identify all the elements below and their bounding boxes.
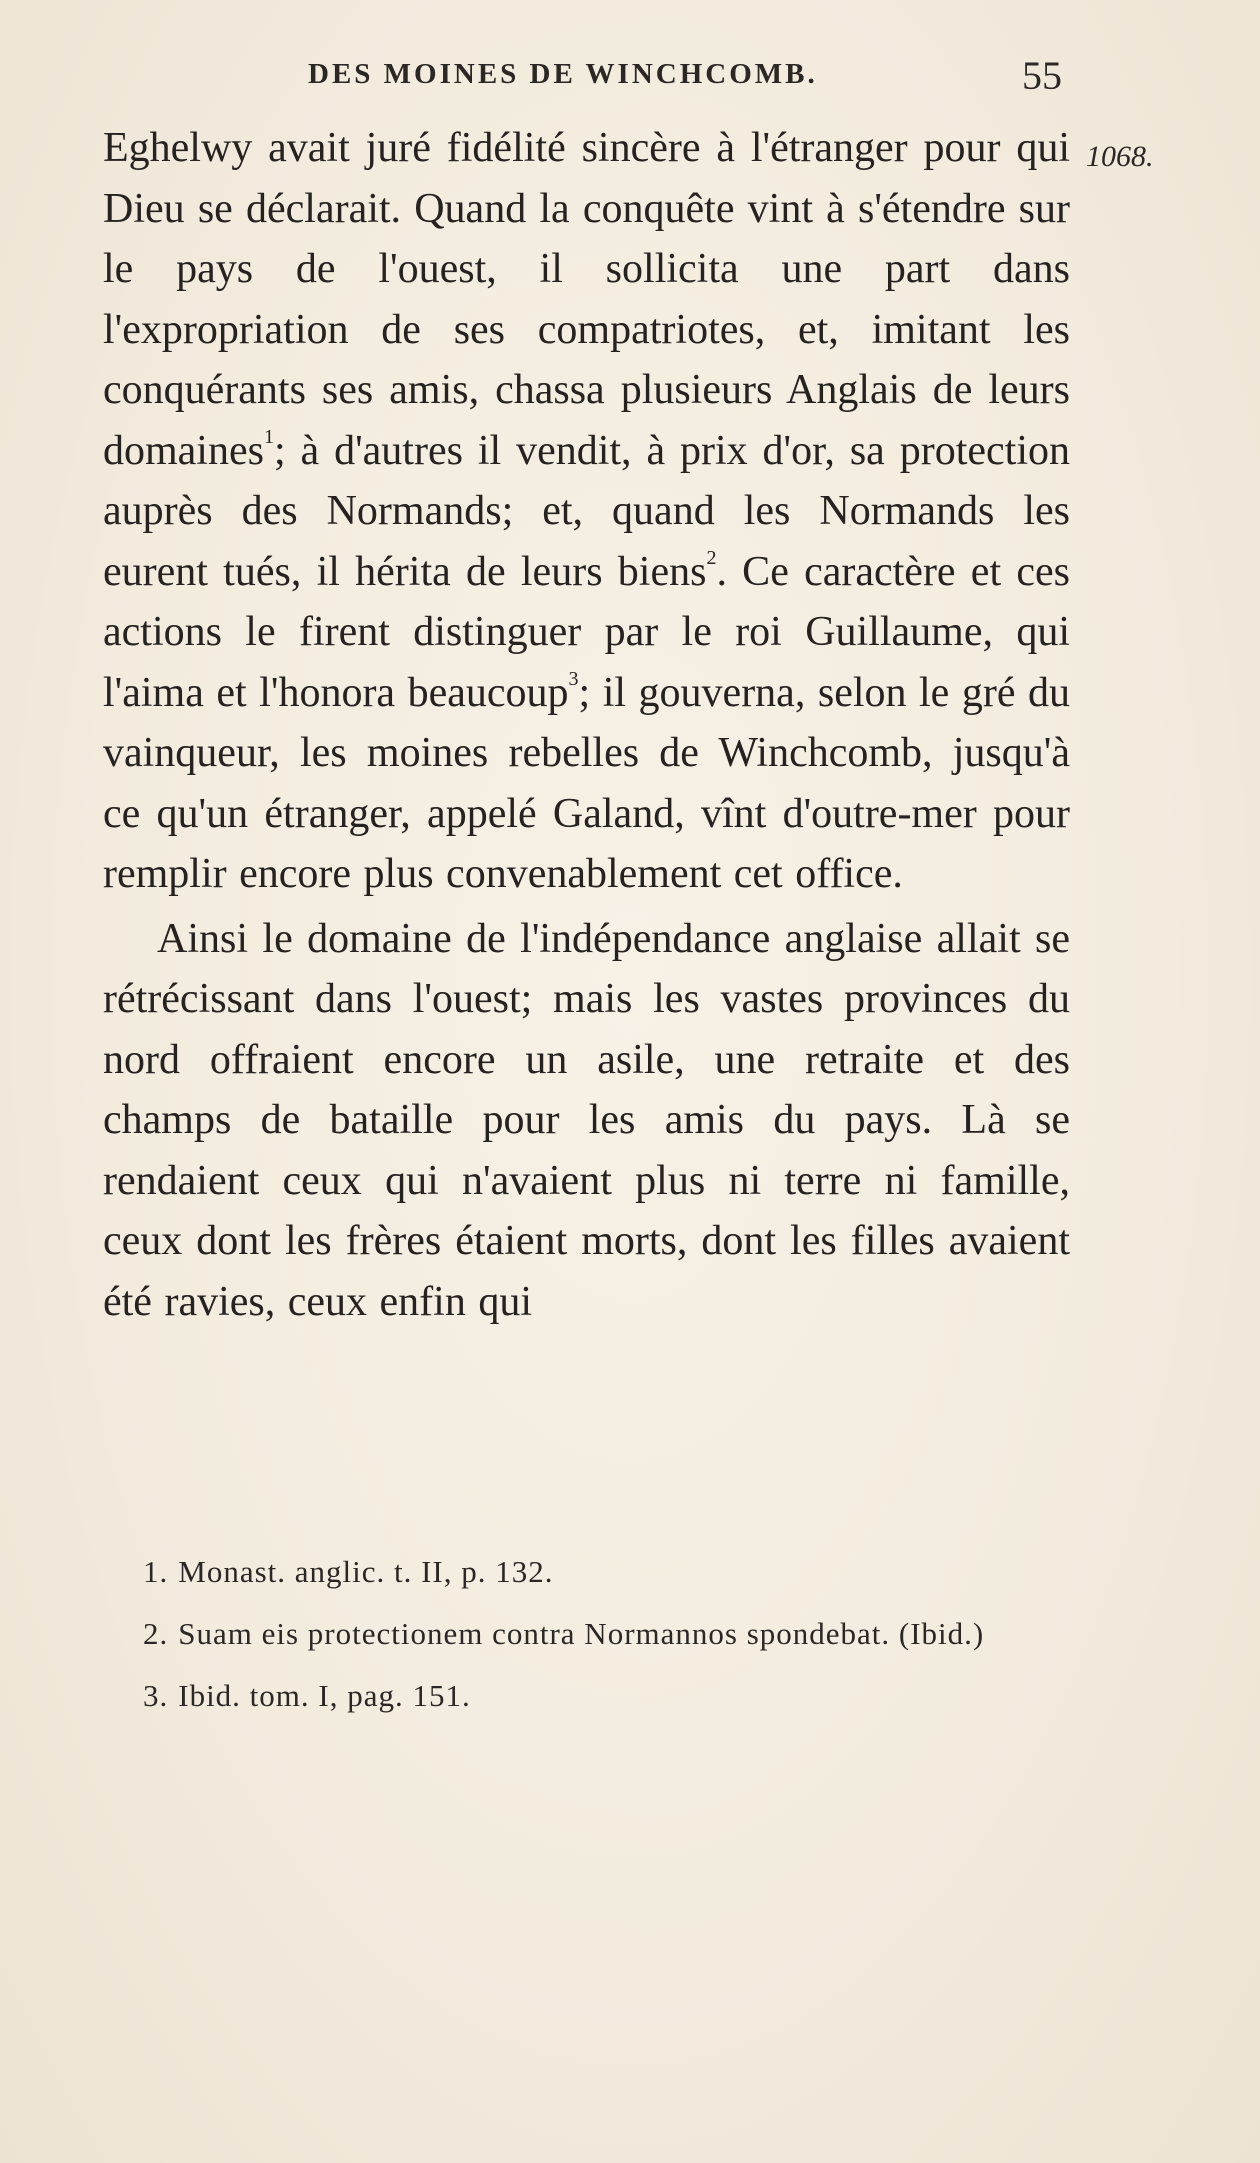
- paragraph-1-segment-3: . Ce caractère et ces actions le firent distinguer par le roi Guillaume, qui l'aima et l'honora beaucoup: [103, 548, 1070, 716]
- footnote-number: 3.: [143, 1678, 169, 1713]
- footnote-number: 2.: [143, 1616, 169, 1651]
- paragraph-2: Ainsi le domaine de l'indépendance anglaise allait se rétrécissant dans l'ouest; mais les vastes provinces du nord offraient encore un asile, une retraite et des champs de bataille pour les amis du pays. Là se rendaient ceux qui n'avaient plus ni terre ni famille, ceux dont les frères étaient morts, dont les filles avaient été ravies, ceux enfin qui: [103, 915, 1070, 1325]
- paragraph-1-segment-4: ; il gouverna, selon le gré du vainqueur, les moines rebelles de Winchcomb, jusqu'à ce qu'un étranger, appelé Galand, vînt d'outre-mer pour remplir encore plus convenablement cet office.: [103, 669, 1070, 897]
- footnote-text: Suam eis protectionem contra Normannos spondebat. (Ibid.): [178, 1616, 985, 1651]
- footnote-number: 1.: [143, 1554, 169, 1589]
- footnote-ref-3: 3: [568, 667, 579, 690]
- footnote-3: [103, 1674, 1070, 1718]
- footnotes: [103, 1550, 1070, 1736]
- main-text: [103, 118, 1070, 1332]
- paragraph-1-segment-2: ; à d'autres il vendit, à prix d'or, sa protection auprès des Normands; et, quand les Normands les eurent tués, il hérita de leurs biens: [103, 427, 1070, 595]
- page-number: 55: [1022, 53, 1062, 98]
- running-title: DES MOINES DE WINCHCOMB.: [308, 58, 818, 90]
- margin-year-note: 1068.: [1086, 140, 1154, 173]
- paragraph-1-segment-1: Eghelwy avait juré fidélité sincère à l'étranger pour qui Dieu se déclarait. Quand la conquête vint à s'étendre sur le pays de l'ouest, il sollicita une part dans l'expropriation de ses compatriotes, et, imitant les conquérants ses amis, chassa plusieurs Anglais de leurs domaines: [103, 125, 1070, 474]
- footnote-ref-2: 2: [706, 546, 717, 569]
- footnote-1: [103, 1550, 1070, 1594]
- paragraph-1: [103, 118, 1070, 905]
- footnote-ref-1: 1: [263, 425, 274, 448]
- footnote-text: Ibid. tom. I, pag. 151.: [178, 1678, 471, 1713]
- footnote-text: Monast. anglic. t. II, p. 132.: [178, 1554, 554, 1589]
- footnote-2: [103, 1612, 1070, 1656]
